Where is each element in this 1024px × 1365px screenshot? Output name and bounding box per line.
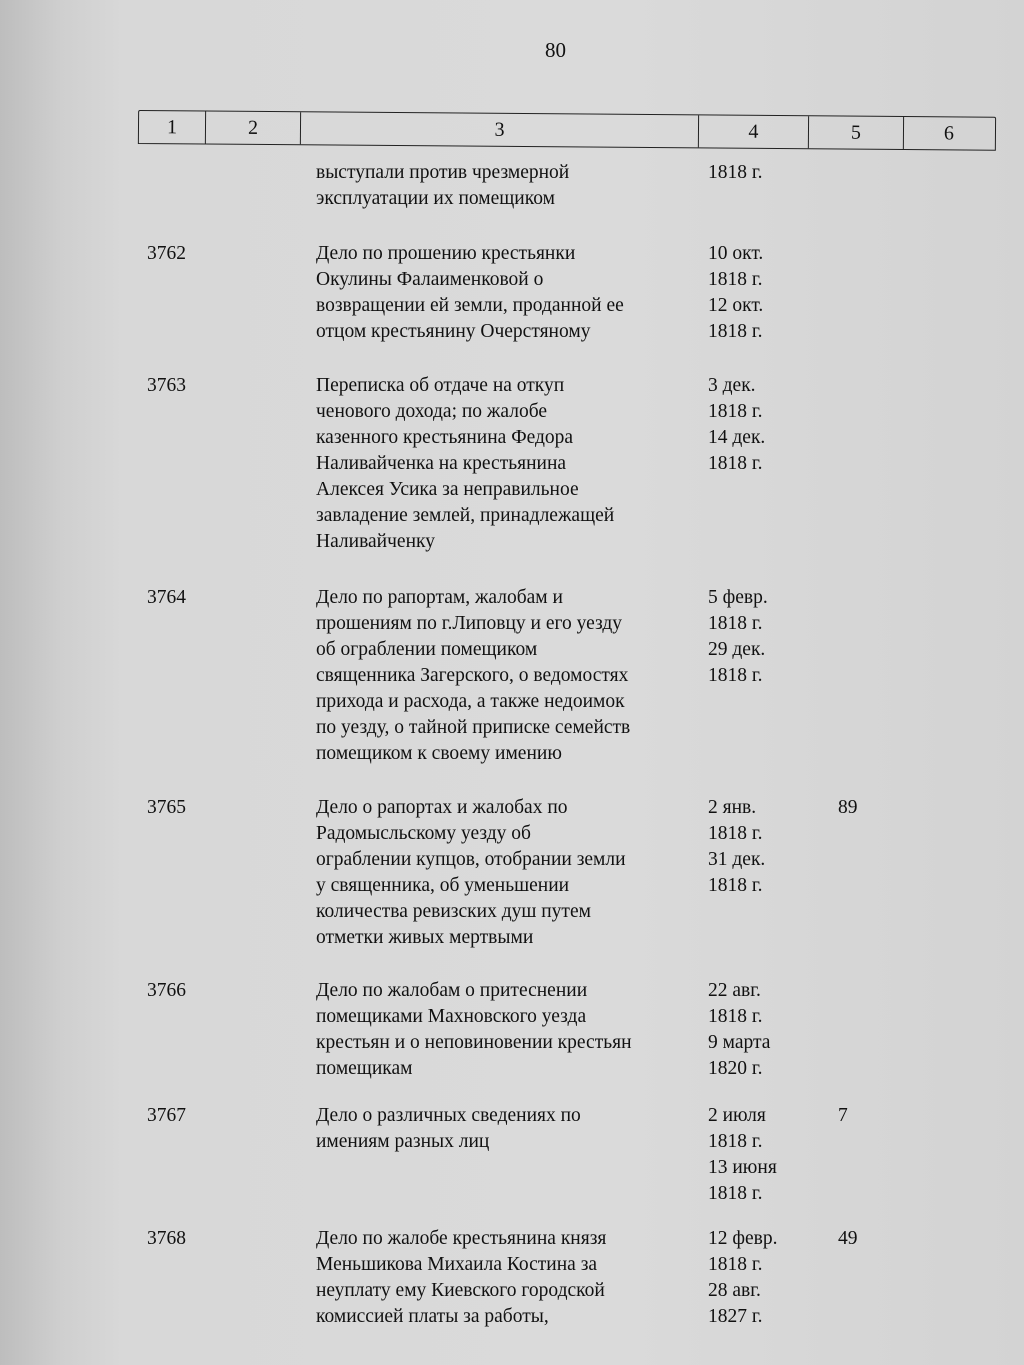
row-sheets: 49 <box>838 1228 858 1249</box>
header-col-4: 4 <box>699 115 809 148</box>
row-number: 3762 <box>147 243 186 264</box>
row-dates: 1818 г. <box>708 162 763 183</box>
row-description: Дело о различных сведениях по имениям разных лиц <box>316 1105 581 1152</box>
row-number: 3767 <box>147 1105 186 1126</box>
column-header <box>138 110 996 151</box>
row-sheets: 7 <box>838 1105 848 1126</box>
row-description: выступали против чрезмерной эксплуатации их помещиком <box>316 162 570 209</box>
row-number: 3768 <box>147 1228 186 1249</box>
header-col-3: 3 <box>301 112 699 147</box>
row-dates: 2 июля 1818 г. 13 июня 1818 г. <box>708 1105 777 1204</box>
header-col-2: 2 <box>206 112 301 145</box>
row-description: Дело о рапортах и жалобах по Радомысльскому уезду об ограблении купцов, отобрании земли у священника, об уменьшении количества ревизских душ путем отметки живых мертвыми <box>316 797 626 948</box>
row-dates: 10 окт. 1818 г. 12 окт. 1818 г. <box>708 243 764 342</box>
row-description: Дело по жалобе крестьянина князя Меньшикова Михаила Костина за неуплату ему Киевского городской комиссией платы за работы, <box>316 1228 607 1327</box>
row-number: 3766 <box>147 980 186 1001</box>
header-col-6: 6 <box>943 121 955 144</box>
row-number: 3765 <box>147 797 186 818</box>
row-number: 3763 <box>147 375 186 396</box>
row-dates: 12 февр. 1818 г. 28 авг. 1827 г. <box>708 1228 778 1327</box>
row-description: Переписка об отдаче на откуп ченового дохода; по жалобе казенного крестьянина Федора Наливайченка на крестьянина Алексея Усика за неправильное завладение землей, принадлежащей Наливайченку <box>316 375 615 552</box>
row-number: 3764 <box>147 587 186 608</box>
row-description: Дело по жалобам о притеснении помещиками Махновского уезда крестьян и о неповиновении крестьян помещикам <box>316 980 632 1079</box>
header-col-1: 1 <box>139 111 206 144</box>
row-dates: 2 янв. 1818 г. 31 дек. 1818 г. <box>708 797 766 896</box>
row-dates: 5 февр. 1818 г. 29 дек. 1818 г. <box>708 587 768 686</box>
header-col-5: 5 <box>809 116 904 149</box>
row-sheets: 89 <box>838 797 858 818</box>
row-description: Дело по прошению крестьянки Окулины Фалаименковой о возвращении ей земли, проданной ее отцом крестьянину Очерстяному <box>316 243 624 342</box>
page-number: 80 <box>545 38 566 62</box>
row-dates: 3 дек. 1818 г. 14 дек. 1818 г. <box>708 375 766 474</box>
row-dates: 22 авг. 1818 г. 9 марта 1820 г. <box>708 980 771 1079</box>
row-description: Дело по рапортам, жалобам и прошениям по г.Липовцу и его уезду об ограблении помещиком священника Загерского, о ведомостях прихода и расхода, а также недоимок по уезду, о тайной приписке семейств помещиком к своему имению <box>316 587 631 764</box>
